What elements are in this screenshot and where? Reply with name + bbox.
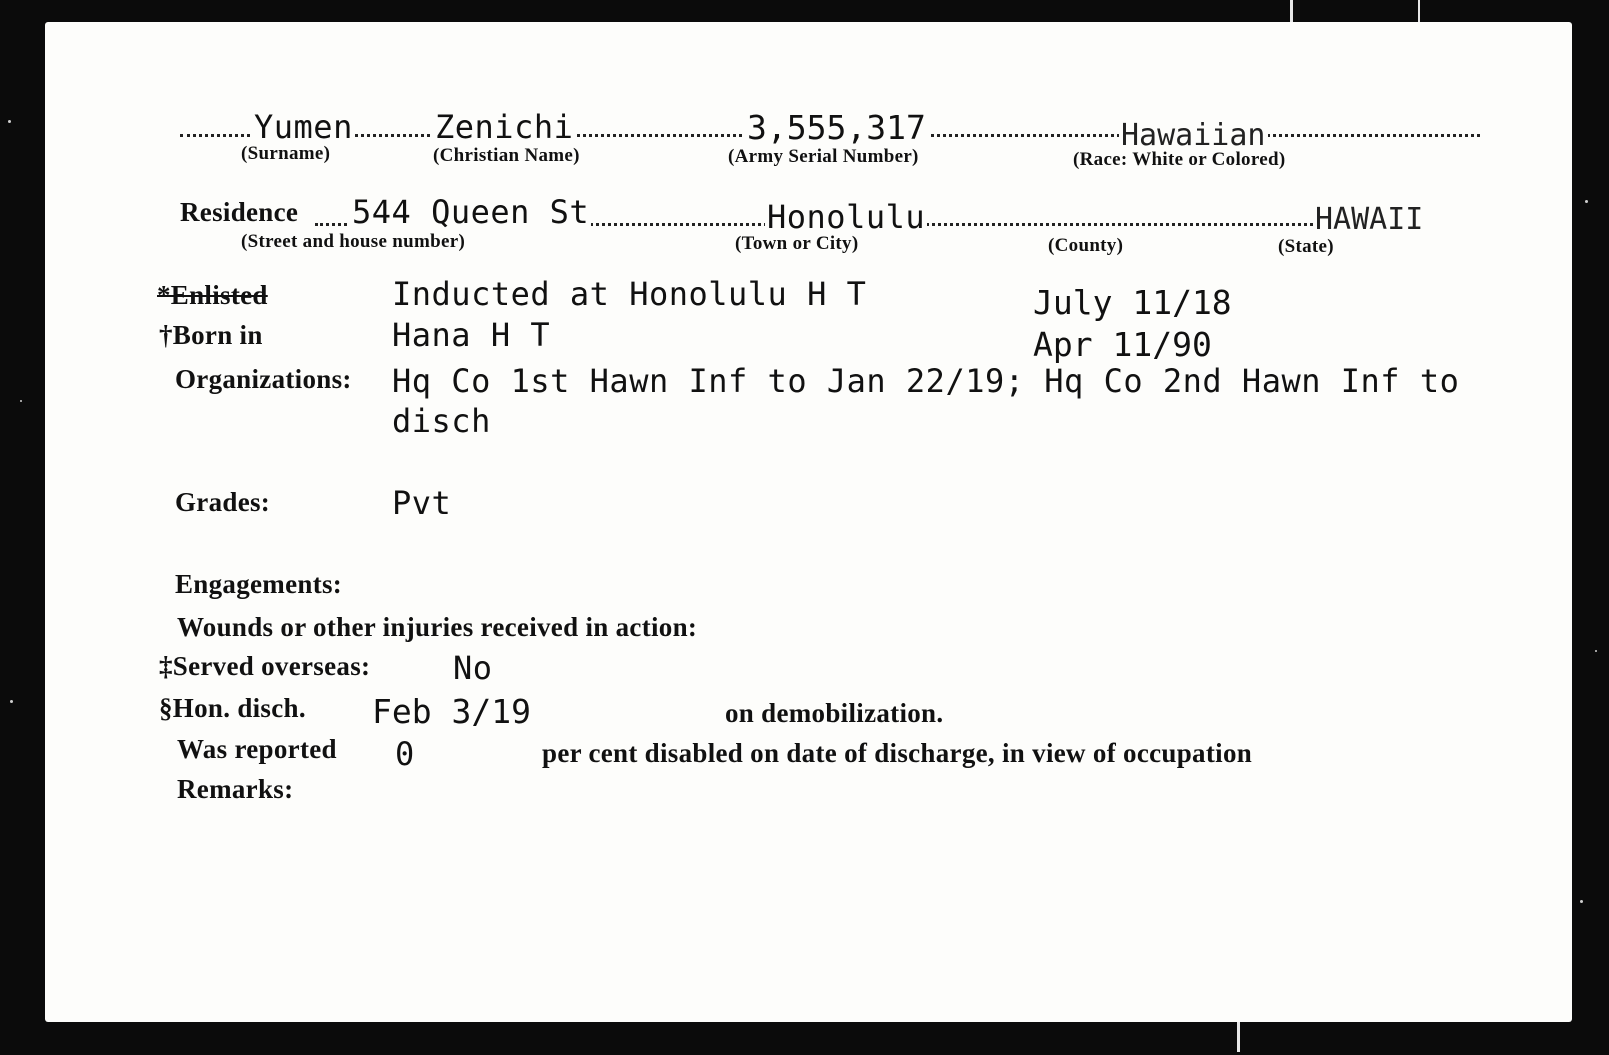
scan-speck	[20, 400, 22, 402]
discharge-label: §Hon. disch.	[159, 693, 306, 723]
scan-speck	[8, 120, 11, 123]
remarks-label: Remarks:	[177, 774, 294, 804]
surname-value: Yumen	[254, 108, 353, 146]
organizations-line-1: Hq Co 1st Hawn Inf to Jan 22/19; Hq Co 2nd Hawn Inf to	[392, 362, 1460, 400]
street-value: 544 Queen St	[352, 193, 590, 231]
serial-number-value: 3,555,317	[747, 108, 926, 147]
organizations-label: Organizations:	[175, 364, 352, 394]
disabled-suffix: per cent disabled on date of discharge, in view of occupation	[542, 738, 1253, 768]
state-value: HAWAII	[1315, 202, 1424, 237]
reported-label: Was reported	[177, 734, 337, 764]
served-overseas-value: No	[453, 649, 493, 687]
scan-speck	[1585, 200, 1588, 203]
town-value: Honolulu	[767, 198, 926, 236]
scan-speck	[10, 700, 13, 703]
christian-name-caption: (Christian Name)	[433, 145, 580, 166]
grades-label: Grades:	[175, 487, 271, 517]
birth-place: Hana H T	[392, 316, 551, 354]
christian-name-value: Zenichi	[435, 108, 574, 146]
induction-date: July 11/18	[1033, 283, 1232, 322]
grades-value: Pvt	[392, 484, 452, 522]
born-label: †Born in	[159, 320, 263, 350]
disabled-percent: 0	[395, 735, 415, 773]
race-value: Hawaiian	[1121, 118, 1266, 153]
engagements-label: Engagements:	[175, 569, 343, 599]
town-caption: (Town or City)	[735, 233, 859, 254]
street-caption: (Street and house number)	[241, 231, 466, 252]
induction-text: Inducted at Honolulu H T	[392, 275, 867, 313]
surname-caption: (Surname)	[241, 143, 331, 164]
discharge-suffix: on demobilization.	[725, 698, 944, 728]
scan-edge-mark	[1237, 1022, 1240, 1052]
enlisted-label: *Enlisted	[157, 280, 268, 310]
race-caption: (Race: White or Colored)	[1073, 149, 1286, 170]
scan-speck	[1580, 900, 1583, 903]
residence-label: Residence	[180, 197, 299, 227]
scan-speck	[1595, 650, 1597, 652]
scan-edge-mark	[1290, 0, 1293, 22]
county-caption: (County)	[1048, 235, 1124, 256]
birth-date: Apr 11/90	[1033, 325, 1212, 364]
state-caption: (State)	[1278, 236, 1334, 257]
service-record-card	[45, 22, 1572, 1022]
served-overseas-label: ‡Served overseas:	[159, 651, 371, 681]
discharge-date: Feb 3/19	[372, 692, 531, 731]
organizations-line-2: disch	[392, 402, 491, 440]
wounds-label: Wounds or other injuries received in action:	[177, 612, 698, 642]
serial-number-caption: (Army Serial Number)	[728, 146, 919, 167]
